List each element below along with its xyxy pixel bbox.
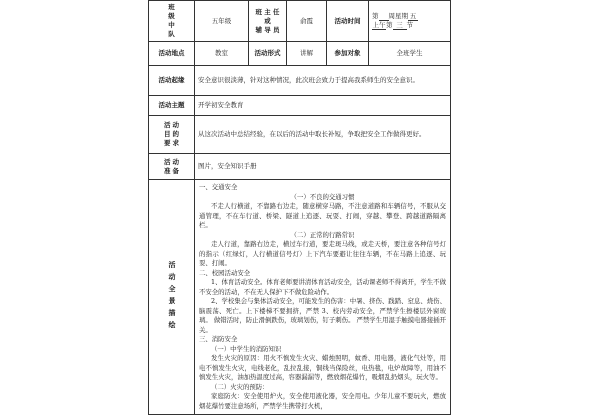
lesson-plan-table <box>148 0 451 415</box>
process-label-cell <box>149 180 195 415</box>
process-line: 不走人行横道，不靠路右边走，随意横穿马路，不注意道路和车辆信号，不服从交通管理，不在车行道、桥梁、隧道上追逐、玩耍、打闹，穿越、攀登、跨越道路隔离栏。 <box>199 202 446 229</box>
process-line: （一）中学生的消防知识 <box>211 344 282 353</box>
prep-label: 活 动 准 备 <box>149 154 195 180</box>
goal-text: 从这次活动中总结经验，在以后的活动中取长补短，争取把安全工作做得更好。 <box>195 116 451 154</box>
process-line: 发生火灾的原因：用火不慎发生火灾、蜡烛照明，蚊香、用电器，液化气灶等，用电不慎发生火灾，电线老化，乱拉乱接，铜线当保险丝，电热毯，电炉故障等，用油不慎发生火灾，油加热温度过高，容器漏漏等，燃放烟花爆竹，吸烟乱扔烟头，玩火等。 <box>199 354 446 381</box>
process-label: 活动全景描绘 <box>168 261 176 333</box>
origin-row <box>149 66 451 96</box>
process-line: 二、校园活动安全 <box>199 268 251 277</box>
process-line: 三、消防安全 <box>199 335 238 343</box>
lesson-plan-sheet <box>148 0 450 410</box>
target-label: 参加对象 <box>327 42 369 66</box>
theme-text: 开学初安全教育 <box>195 96 451 116</box>
time-value: 第 周星期 五 上午第 三 节 <box>369 1 451 42</box>
prep-row <box>149 154 451 180</box>
process-line: 一、交通安全 <box>199 183 238 191</box>
ampm-blank: 上午 <box>372 21 386 29</box>
place-row <box>149 42 451 66</box>
process-line: （二）正常的行路常识 <box>290 230 355 239</box>
theme-label: 活动主题 <box>149 96 195 116</box>
process-line: 家庭防火：安全使用炉火，安全使用液化器，安全用电。少年儿童不要玩火，燃放烟花爆竹要注意场所，严禁学生携带打火机， <box>199 392 446 410</box>
process-line: 1、体育活动安全。体育老师要讲清体育活动安全，活动课老师不得离开，学生不做不安全的活动，不在无人保护下不做危险动作。 <box>199 278 446 296</box>
place-label: 活动地点 <box>149 42 195 66</box>
weekday-blank: 五 <box>409 12 417 20</box>
process-text <box>195 180 451 415</box>
time-label: 活动时间 <box>327 1 369 42</box>
teacher-label: 班 主 任 或 辅 导 员 <box>249 1 287 42</box>
place-value: 教室 <box>195 42 249 66</box>
period-blank: 三 <box>393 21 407 30</box>
class-value: 五年级 <box>195 1 249 42</box>
goal-row <box>149 116 451 154</box>
process-line: （一）不良的交通习惯 <box>290 192 355 201</box>
process-line: （二）火灾的预防： <box>211 382 269 391</box>
prep-text: 图片，安全知识手册 <box>195 154 451 180</box>
origin-text: 安全意识很淡薄，针对这种情况，此次班会致力于提高我系师生的安全意识。 <box>195 66 451 96</box>
week-blank <box>379 12 389 21</box>
form-label: 活动形式 <box>249 42 287 66</box>
theme-row <box>149 96 451 116</box>
process-row <box>149 180 451 415</box>
header-row <box>149 1 451 42</box>
class-label: 班 级 中 队 <box>149 1 195 42</box>
goal-label: 活 动 目 的 要 求 <box>149 116 195 154</box>
process-line: 走人行道，靠路右边走，横过车行道，要走斑马线，或走天桥，要注意各种信号灯的指示（红绿灯，人行横道信号灯）上下汽车要避让往往车辆，不在马路上追逐、玩耍、打闹。 <box>199 240 446 267</box>
target-value: 全班学生 <box>369 42 451 66</box>
process-line: 2、学校集会与集体活动安全，可能发生的伤害：中暑、挤伤、践踏、窒息、烧伤、脑震荡、死亡。上下楼梯不要拥挤，严禁 3、校内劳动安全，严禁学生擦楼层外窗玻璃。 做错活时，防止滑倒跌伤，玻璃划伤，钉子刺伤。 严禁学生用湿手触摸电器接插开关。 <box>199 297 446 334</box>
form-value: 讲解 <box>287 42 327 66</box>
origin-label: 活动起缘 <box>149 66 195 96</box>
teacher-value: 俞霞 <box>287 1 327 42</box>
